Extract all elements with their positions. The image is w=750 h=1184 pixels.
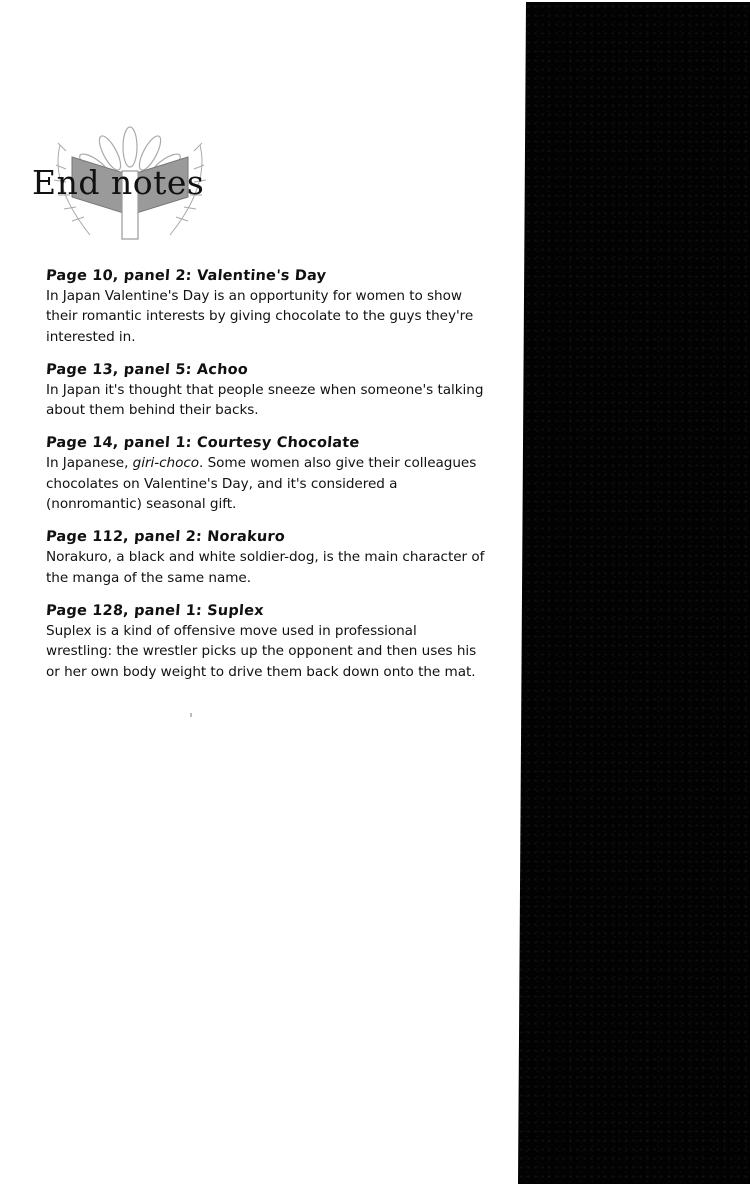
note-item (46, 433, 486, 514)
note-heading: Page 10, panel 2: Valentine's Day (45, 268, 327, 284)
end-notes-logo (30, 125, 230, 245)
note-heading: Page 14, panel 1: Courtesy Chocolate (45, 435, 361, 452)
scan-speck (190, 713, 192, 717)
note-heading: Page 112, panel 2: Norakuro (45, 529, 286, 546)
note-body-prefix: In Japanese, (46, 455, 133, 472)
note-heading: Page 128, panel 1: Suplex (45, 602, 265, 619)
note-body-italic-term: giri-choco (132, 455, 200, 472)
note-body-suffix: . Some women also give their colleagues chocolates on Valentine's Day, and it's considered a (nonromantic) seasonal gift. (46, 455, 477, 513)
note-heading: Page 13, panel 5: Achoo (45, 361, 249, 378)
end-notes-list (46, 266, 486, 695)
note-body (46, 453, 486, 514)
note-body: Suplex is a kind of offensive move used in professional wrestling: the wrestler picks up the opponent and then uses his or her own body weight to drive them back down onto the mat. (46, 622, 477, 680)
logo-title: End notes (32, 163, 205, 202)
note-item (46, 527, 486, 588)
note-body: Norakuro, a black and white soldier-dog, is the main character of the manga of the same name. (46, 549, 485, 586)
note-item (46, 601, 486, 682)
black-margin-panel (518, 2, 750, 1184)
note-body: In Japan Valentine's Day is an opportunity for women to show their romantic interests by giving chocolate to the guys they're interested in. (46, 288, 474, 345)
panel-grain-texture (518, 2, 750, 1184)
note-body: In Japan it's thought that people sneeze when someone's talking about them behind their backs. (46, 381, 484, 419)
note-item (46, 266, 486, 347)
note-item (46, 360, 486, 421)
